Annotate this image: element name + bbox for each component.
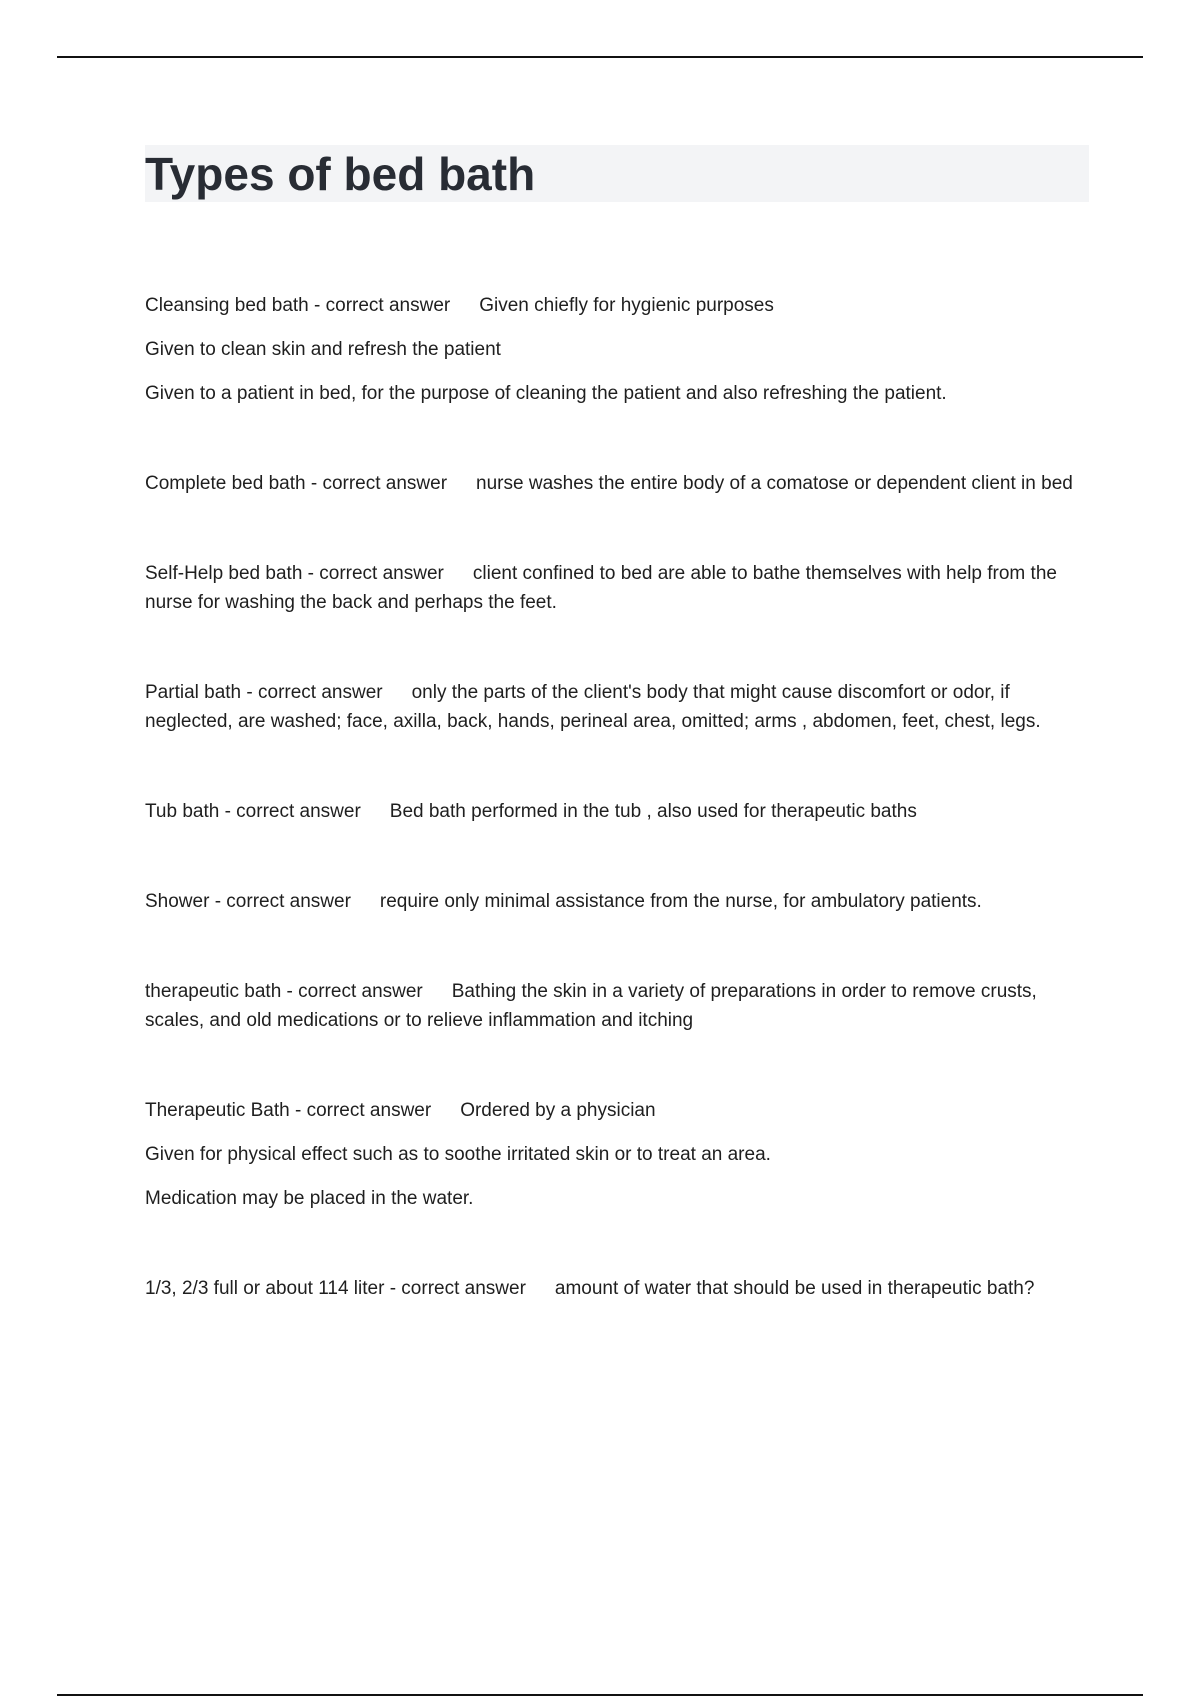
entry-term: Tub bath - correct answer: [145, 801, 361, 822]
entry-definition: Ordered by a physician: [460, 1100, 656, 1121]
entry-extra-line: Given to clean skin and refresh the patient: [145, 339, 501, 360]
flashcard-entry: [145, 559, 1095, 617]
entry-line: [145, 977, 1095, 1035]
entry-definition: client confined to bed are able to bathe themselves with help from the nurse for washing the back and perhaps the feet.: [145, 563, 1057, 613]
entry-line: [145, 678, 1095, 736]
entry-term: Self-Help bed bath - correct answer: [145, 563, 444, 584]
flashcard-entry: [145, 797, 1095, 826]
flashcard-entry: [145, 678, 1095, 736]
entry-term: Partial bath - correct answer: [145, 682, 383, 703]
entry-term: 1/3, 2/3 full or about 114 liter - correct answer: [145, 1278, 526, 1299]
entry-definition: amount of water that should be used in therapeutic bath?: [554, 1278, 1035, 1299]
entry-line: [145, 1274, 1095, 1303]
entry-line: [145, 1096, 1095, 1125]
flashcard-entry: [145, 291, 1095, 408]
entry-term: therapeutic bath - correct answer: [145, 981, 423, 1002]
entry-extra-line: Given for physical effect such as to soothe irritated skin or to treat an area.: [145, 1144, 771, 1165]
entry-definition: require only minimal assistance from the nurse, for ambulatory patients.: [379, 891, 982, 912]
entry-line: [145, 291, 1095, 320]
entry-term: Complete bed bath - correct answer: [145, 473, 448, 494]
entry-term: Shower - correct answer: [145, 891, 351, 912]
entry-definition: only the parts of the client's body that might cause discomfort or odor, if neglected, are washed; face, axilla, back, hands, perineal area, omitted; arms , abdomen, feet, chest, legs.: [145, 682, 1041, 732]
entry-extra-line: Medication may be placed in the water.: [145, 1188, 474, 1209]
flashcard-entry: [145, 469, 1095, 498]
flashcard-entry: [145, 977, 1095, 1035]
entry-line: [145, 797, 1095, 826]
entry-line: [145, 559, 1095, 617]
entry-definition: Bathing the skin in a variety of preparations in order to remove crusts, scales, and old medications or to relieve inflammation and itching: [145, 981, 1037, 1031]
entry-definition: Bed bath performed in the tub , also used for therapeutic baths: [389, 801, 917, 822]
entry-line: [145, 469, 1095, 498]
entry-definition: Given chiefly for hygienic purposes: [479, 295, 774, 316]
entry-term: Cleansing bed bath - correct answer: [145, 295, 451, 316]
flashcard-entry: [145, 1096, 1095, 1213]
top-rule: [57, 56, 1143, 58]
entry-line: [145, 887, 1095, 916]
entry-term: Therapeutic Bath - correct answer: [145, 1100, 432, 1121]
flashcard-entry: [145, 1274, 1095, 1303]
entry-definition: nurse washes the entire body of a comatose or dependent client in bed: [476, 473, 1073, 494]
document-title: Types of bed bath: [145, 148, 536, 200]
bottom-rule: [57, 1694, 1143, 1696]
entry-extra-line: Given to a patient in bed, for the purpose of cleaning the patient and also refreshing the patient.: [145, 383, 947, 404]
flashcard-list: [145, 291, 1095, 1364]
flashcard-entry: [145, 887, 1095, 916]
